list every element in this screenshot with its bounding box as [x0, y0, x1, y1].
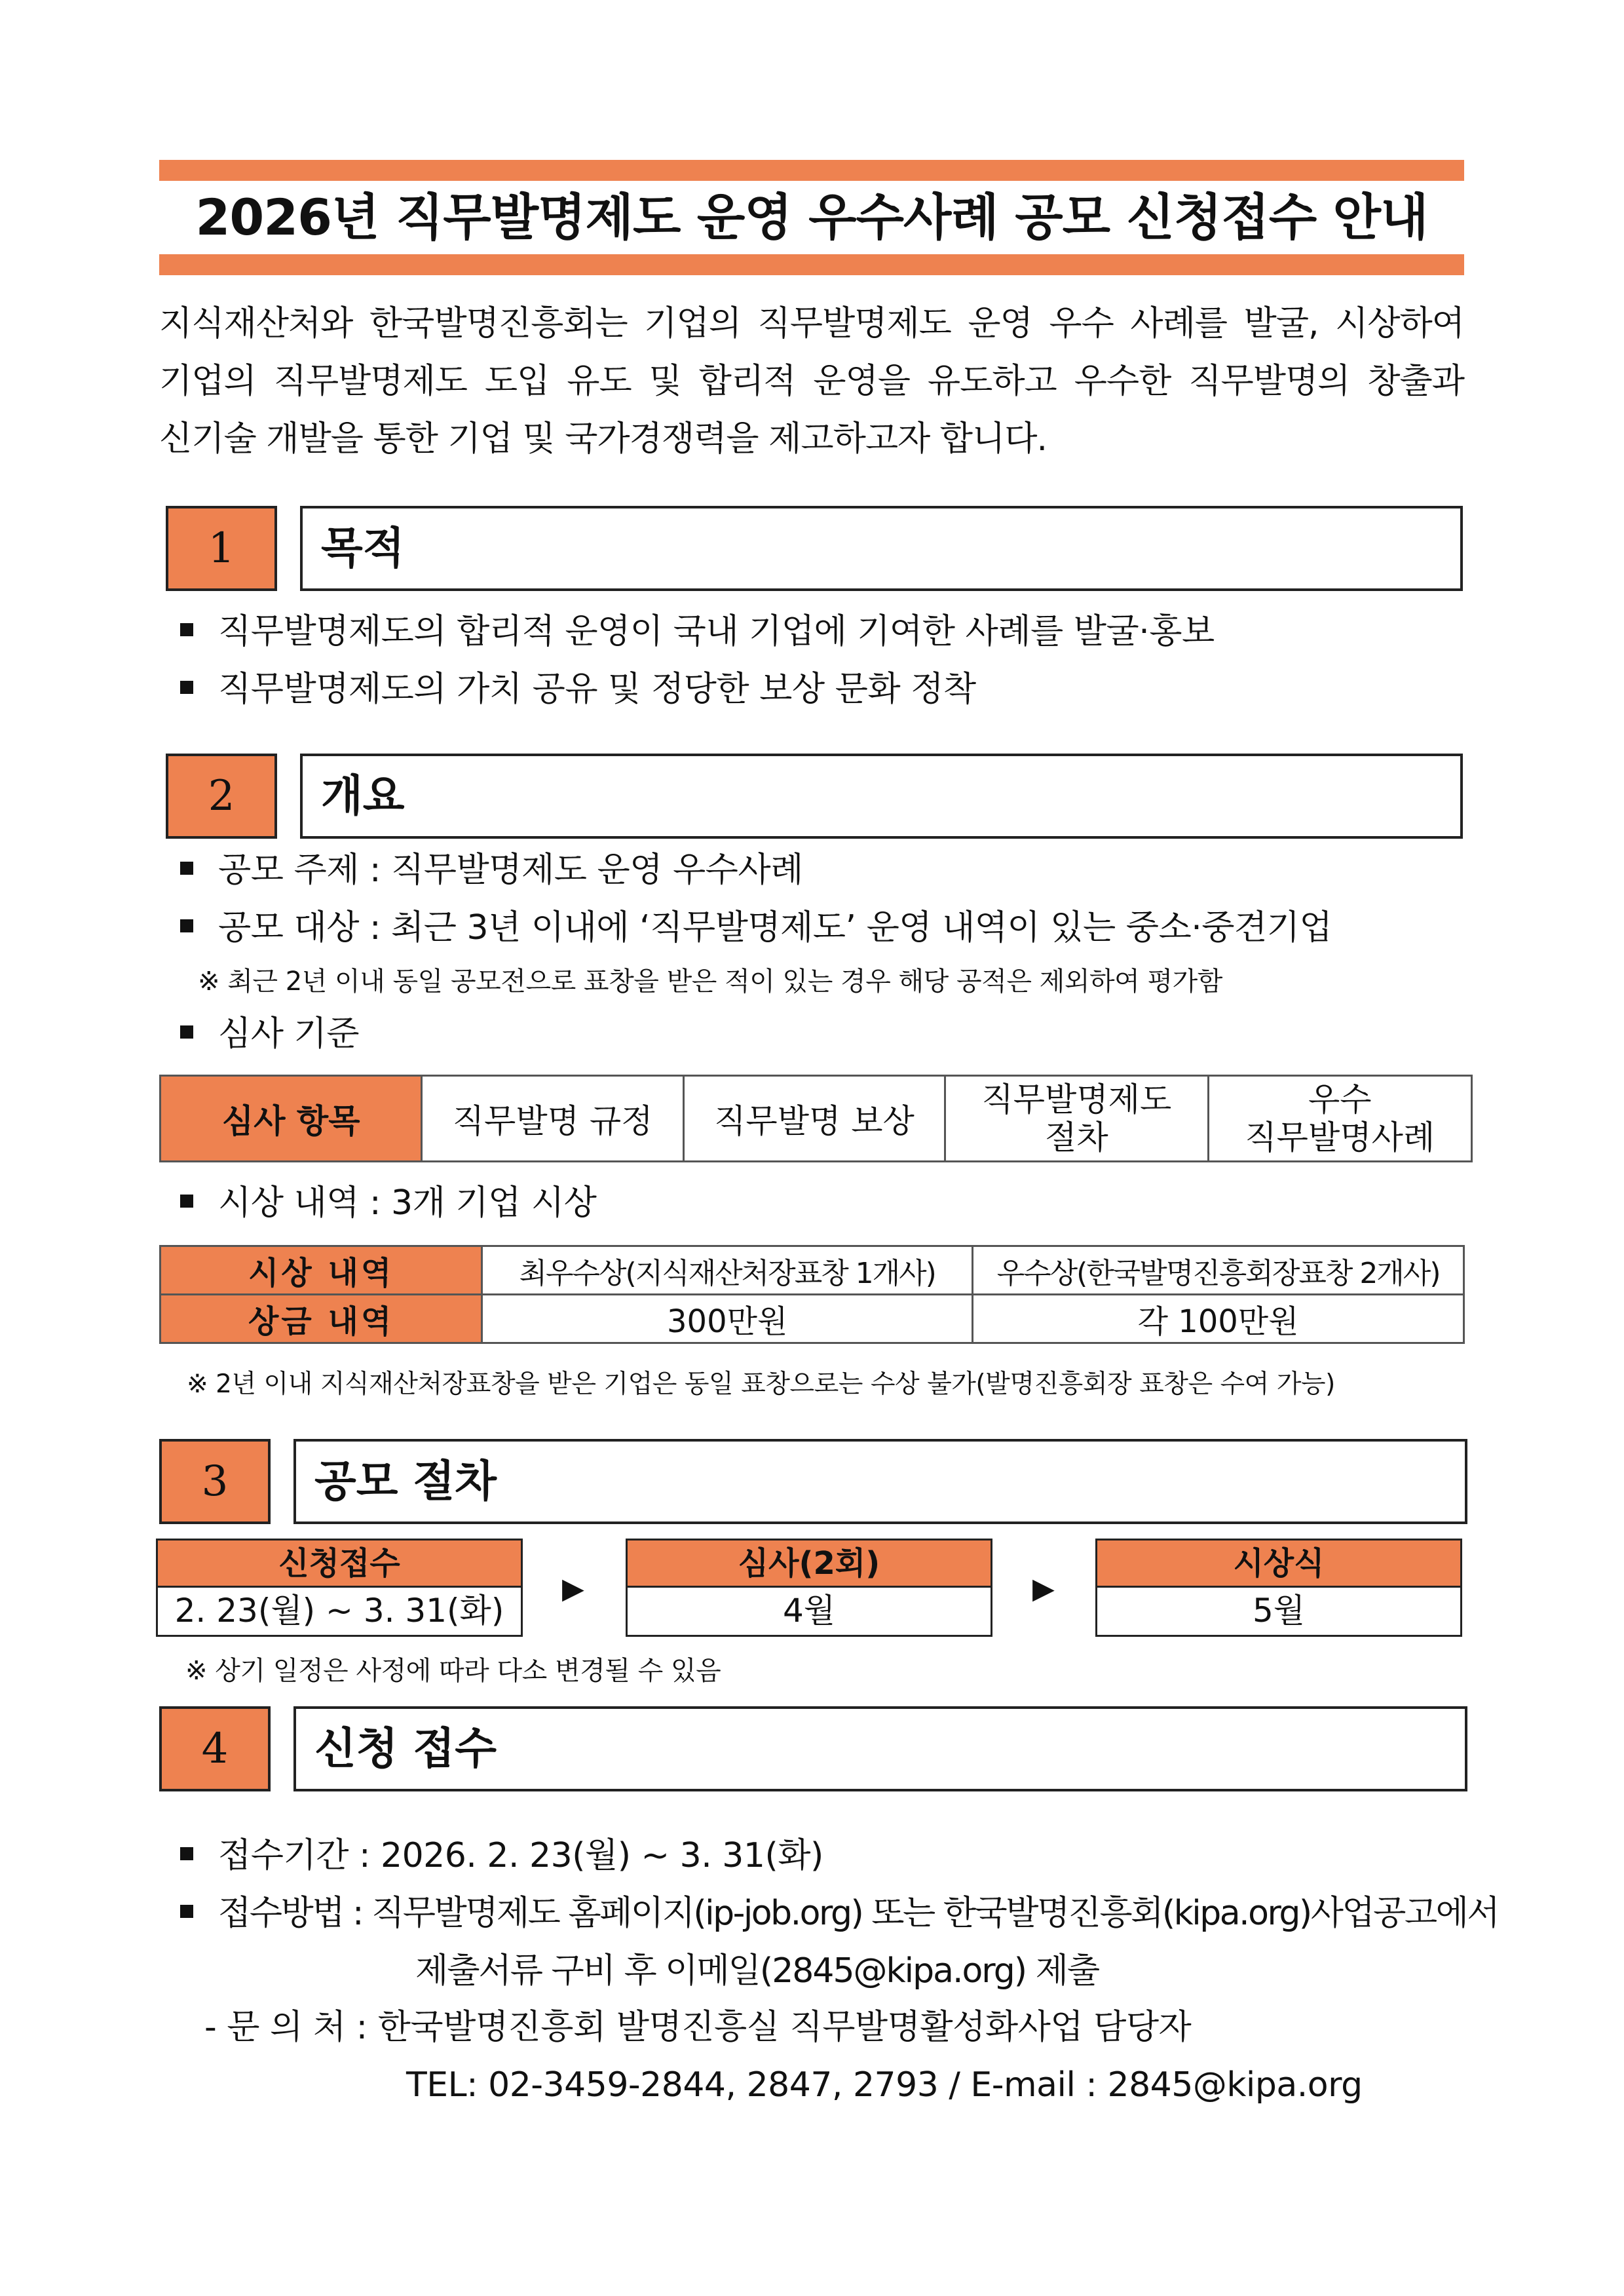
procedure-step-label: 시상식 — [1097, 1540, 1460, 1588]
application-period: 접수기간 : 2026. 2. 23(월) ~ 3. 31(화) — [180, 1835, 823, 1877]
awards-label: 시상 내역 : 3개 기업 시상 — [180, 1182, 596, 1224]
application-method: 접수방법 : 직무발명제도 홈페이지(ip-job.org) 또는 한국발명진흥회(kipa.org)사업공고에서 — [180, 1892, 1498, 1934]
section-4-number: 4 — [159, 1706, 271, 1791]
prize-cell: 각 100만원 — [973, 1295, 1464, 1343]
awards-table — [159, 1245, 1465, 1344]
procedure-step-value: 5월 — [1252, 1592, 1306, 1630]
arrow-right-icon: ▶ — [562, 1572, 584, 1605]
arrow-right-icon: ▶ — [1032, 1572, 1055, 1605]
section-2-number: 2 — [166, 754, 277, 839]
bullet-square-icon — [180, 1195, 193, 1208]
overview-theme: 공모 주제 : 직무발명제도 운영 우수사례 — [180, 849, 803, 891]
bullet-square-icon — [180, 862, 193, 875]
section-3-number: 3 — [159, 1439, 271, 1524]
awards-row-label: 시상 내역 — [161, 1246, 482, 1295]
page-title: 2026년 직무발명제도 운영 우수사례 공모 신청접수 안내 — [195, 188, 1428, 246]
procedure-step-label: 신청접수 — [158, 1540, 521, 1588]
prize-cell: 300만원 — [482, 1295, 973, 1343]
criteria-cell: 직무발명제도 절차 — [945, 1076, 1208, 1162]
target-note: ※ 최근 2년 이내 동일 공모전으로 표창을 받은 적이 있는 경우 해당 공적은 제외하여 평가함 — [198, 966, 1222, 997]
title-bar-top — [159, 160, 1464, 181]
procedure-note: ※ 상기 일정은 사정에 따라 다소 변경될 수 있음 — [185, 1656, 721, 1686]
criteria-cell: 직무발명 보상 — [683, 1076, 945, 1162]
bullet-square-icon — [180, 1025, 193, 1039]
overview-target: 공모 대상 : 최근 3년 이내에 ‘직무발명제도’ 운영 내역이 있는 중소·중견기업 — [180, 907, 1332, 949]
bullet-square-icon — [180, 1905, 193, 1918]
purpose-item: 직무발명제도의 가치 공유 및 정당한 보상 문화 정착 — [180, 668, 976, 710]
awards-note: ※ 2년 이내 지식재산처장표창을 받은 기업은 동일 표창으로는 수상 불가(발명진흥회장 표창은 수여 가능) — [187, 1369, 1335, 1399]
prize-row-label: 상금 내역 — [161, 1295, 482, 1343]
bullet-square-icon — [180, 681, 193, 694]
procedure-step-value: 2. 23(월) ~ 3. 31(화) — [174, 1592, 504, 1630]
intro-paragraph — [159, 295, 1464, 468]
criteria-table — [159, 1075, 1473, 1162]
section-4-title: 신청 접수 — [293, 1706, 1467, 1791]
section-1-title: 목적 — [300, 506, 1463, 591]
criteria-label: 심사 기준 — [180, 1013, 359, 1055]
bullet-square-icon — [180, 623, 193, 636]
bullet-square-icon — [180, 1847, 193, 1860]
section-1-number: 1 — [166, 506, 277, 591]
section-3-title: 공모 절차 — [293, 1439, 1467, 1524]
procedure-step-label: 심사(2회) — [628, 1540, 991, 1588]
title-bar-bottom — [159, 254, 1464, 275]
intro-line: 기업의 직무발명제도 도입 유도 및 합리적 운영을 유도하고 우수한 직무발명의 창출과 — [159, 362, 1464, 401]
section-2-title: 개요 — [300, 754, 1463, 839]
intro-line: 지식재산처와 한국발명진흥회는 기업의 직무발명제도 운영 우수 사례를 발굴, 시상하여 — [159, 304, 1464, 343]
procedure-step — [626, 1539, 992, 1637]
bullet-square-icon — [180, 919, 193, 932]
purpose-item: 직무발명제도의 합리적 운영이 국내 기업에 기여한 사례를 발굴·홍보 — [180, 611, 1215, 653]
application-contact-cont: TEL: 02-3459-2844, 2847, 2793 / E-mail : 2845@kipa.org — [406, 2065, 1363, 2105]
application-method-cont: 제출서류 구비 후 이메일(2845@kipa.org) 제출 — [415, 1951, 1099, 1991]
procedure-step — [1095, 1539, 1462, 1637]
criteria-cell: 직무발명 규정 — [422, 1076, 683, 1162]
awards-cell: 우수상(한국발명진흥회장표창 2개사) — [973, 1246, 1464, 1295]
criteria-cell: 우수 직무발명사례 — [1208, 1076, 1471, 1162]
intro-line: 신기술 개발을 통한 기업 및 국가경쟁력을 제고하고자 합니다. — [159, 419, 1048, 459]
application-contact: - 문 의 처 : 한국발명진흥회 발명진흥실 직무발명활성화사업 담당자 — [204, 2008, 1192, 2047]
procedure-step — [156, 1539, 523, 1637]
criteria-header: 심사 항목 — [161, 1076, 422, 1162]
awards-cell: 최우수상(지식재산처장표창 1개사) — [482, 1246, 973, 1295]
procedure-step-value: 4월 — [782, 1592, 836, 1630]
